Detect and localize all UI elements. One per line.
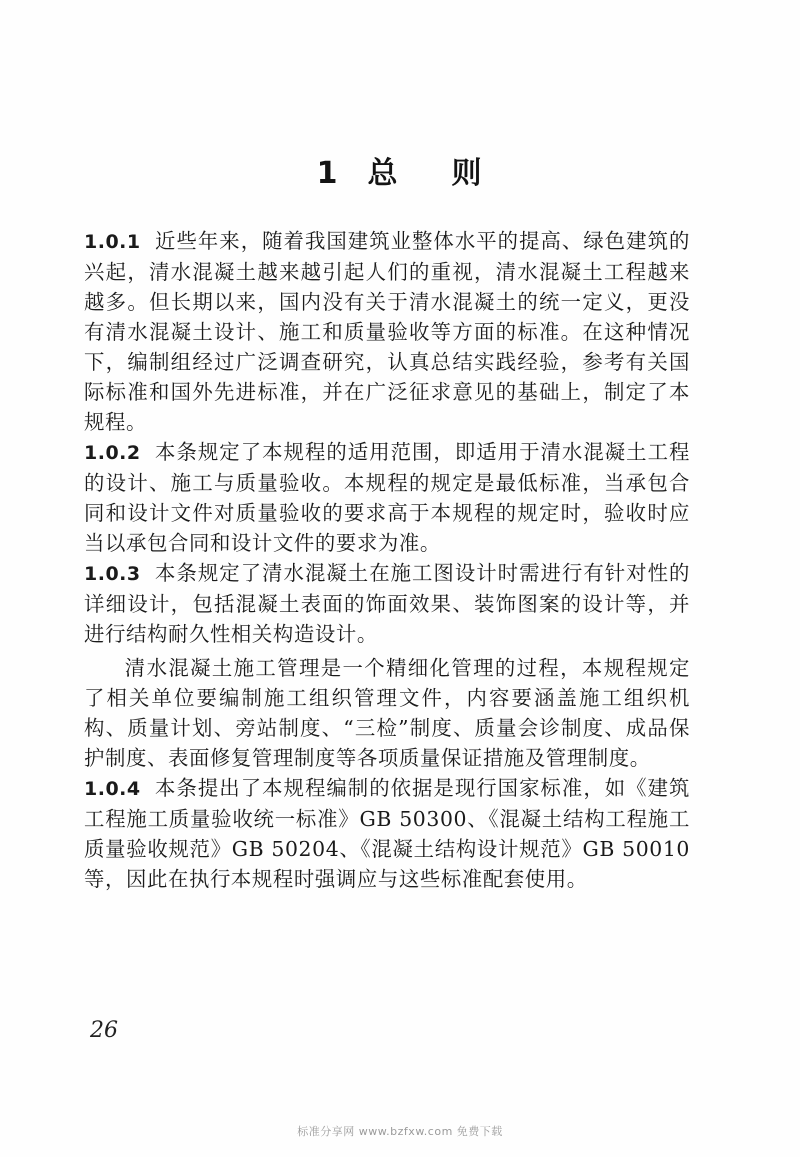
watermark: 标准分享网 www.bzfxw.com 免费下载	[297, 1125, 503, 1138]
clause-1-0-2	[84, 437, 690, 558]
clause-text: 本条提出了本规程编制的依据是现行国家标准，如《建筑工程施工质量验收统一标准》GB 50300、《混凝土结构工程施工质量验收规范》GB 50204、《混凝土结构设计规范》GB 50010等，因此在执行本规程时强调应与这些标准配套使用。	[84, 776, 690, 891]
clause-text: 近些年来，随着我国建筑业整体水平的提高、绿色建筑的兴起，清水混凝土越来越引起人们的重视，清水混凝土工程越来越多。但长期以来，国内没有关于清水混凝土的统一定义，更没有清水混凝土设计、施工和质量验收等方面的标准。在这种情况下，编制组经过广泛调查研究，认真总结实践经验，参考有关国际标准和国外先进标准，并在广泛征求意见的基础上，制定了本规程。	[84, 229, 690, 434]
chapter-title-char-2: 则	[451, 156, 484, 191]
chapter-title	[0, 148, 800, 192]
clause-number: 1.0.1	[84, 231, 141, 253]
clause-text: 本条规定了本规程的适用范围，即适用于清水混凝土工程的设计、施工与质量验收。本规程的规定是最低标准，当承包合同和设计文件对质量验收的要求高于本规程的规定时，验收时应当以承包合同和设计文件的要求为准。	[84, 440, 690, 555]
clause-1-0-3-paragraph: 清水混凝土施工管理是一个精细化管理的过程，本规程规定了相关单位要编制施工组织管理文件，内容要涵盖施工组织机构、质量计划、旁站制度、“三检”制度、质量会诊制度、成品保护制度、表面修复管理制度等各项质量保证措施及管理制度。	[84, 656, 690, 770]
clause-number: 1.0.3	[84, 563, 141, 585]
body-text	[84, 226, 690, 894]
clause-1-0-1	[84, 226, 690, 437]
clause-number: 1.0.2	[84, 442, 141, 464]
chapter-number: 1	[316, 156, 340, 191]
clause-number: 1.0.4	[84, 778, 141, 800]
clause-text: 本条规定了清水混凝土在施工图设计时需进行有针对性的详细设计，包括混凝土表面的饰面效果、装饰图案的设计等，并进行结构耐久性相关构造设计。	[84, 561, 690, 646]
page-number: 26	[90, 1018, 118, 1043]
chapter-title-char-1: 总	[367, 156, 400, 191]
clause-1-0-4	[84, 773, 690, 894]
clause-1-0-3	[84, 558, 690, 649]
